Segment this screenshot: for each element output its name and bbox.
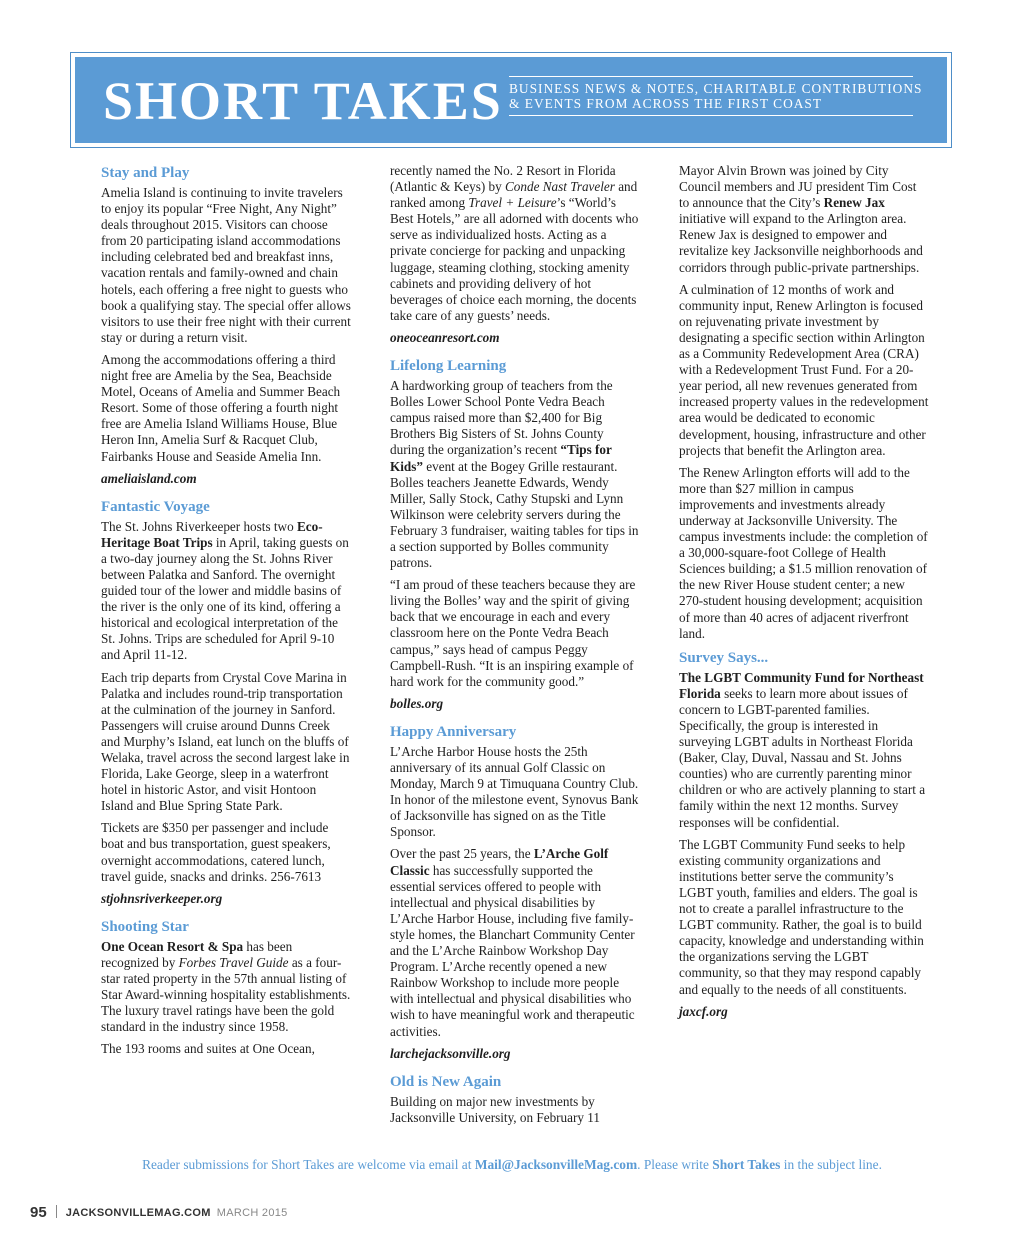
text-run: has successfully supported the essential services offered to people with intellectual and physical disabilities by L’Arche Harbor House, including five family-style homes, the Blanchart Community Center and the L’Arche Rainbow Workshop Day Program. L’Arche recently opened a new Rainbow Workshop to include more people with intellectual and physical disabilities who wish to have meaningful work and therapeutic activities. [390, 862, 635, 1039]
paragraph: Amelia Island is continuing to invite travelers to enjoy its popular “Free Night, Any Night” deals throughout 2015. Visitors can choose from 20 participating island accommodations including celebrated bed and breakfast inns, vacation rentals and family-owned and chain hotels, each offering a free night to guests who book a qualifying stay. The special offer allows visitors to use their free night with their current stay or during a return visit. [101, 185, 351, 345]
heading-shooting-star: Shooting Star [101, 918, 189, 935]
heading-fantastic-voyage: Fantastic Voyage [101, 498, 210, 515]
text-run: ’s “World’s Best Hotels,” are all adorned with docents who serve as individualized hosts. Acting as a private concierge for packing and unpacking luggage, steaming clothing, stocking amenity cabinets and providing delivery of hot beverages of choice each morning, the docents take care of any guests’ needs. [390, 195, 639, 323]
bold-run: The LGBT Community Fund for Northeast Florida [679, 669, 924, 701]
magazine-url: JACKSONVILLEMAG.COM [65, 1207, 211, 1219]
section-title: SHORT TAKES [103, 71, 503, 131]
paragraph: The 193 rooms and suites at One Ocean, [101, 1041, 315, 1057]
bold-run: Short Takes [712, 1157, 781, 1172]
bold-run: One Ocean Resort & Spa [101, 938, 244, 954]
url-stjohnsriverkeeper[interactable]: stjohnsriverkeeper.org [101, 890, 223, 906]
paragraph [679, 670, 929, 831]
text-run: Over the past 25 years, the [390, 846, 534, 862]
column-3 [679, 163, 929, 1030]
text-run: event at the Bogey Grille restaurant. Bolles teachers Jeanette Edwards, Wendy Miller, Sally Stock, Cathy Stupski and Lynn Wilkinson were celebrity servers during the February 3 fundraiser, waiting tables for tips in a section supported by Bolles community patrons. [390, 458, 639, 571]
text-run: as a four-star rated property in the 57th annual listing of Star Award-winning hospitality establishments. The luxury travel ratings have been the gold standard in the industry since 1958. [101, 954, 351, 1035]
heading-survey-says: Survey Says... [679, 649, 769, 666]
bold-run: Renew Jax [823, 195, 885, 211]
subtitle-line-2: & EVENTS FROM ACROSS THE FIRST COAST [509, 96, 823, 111]
footer-divider [56, 1205, 57, 1218]
text-run: The St. Johns Riverkeeper hosts two [101, 518, 297, 534]
text-run: has been recognized by [101, 938, 293, 970]
url-oneoceanresort[interactable]: oneoceanresort.com [390, 329, 500, 345]
text-run: and ranked among [390, 179, 638, 211]
bold-run: Eco-Heritage Boat Trips [101, 518, 323, 550]
heading-stay-and-play: Stay and Play [101, 165, 190, 181]
banner-panel [75, 57, 947, 143]
text-run: . Please write [637, 1157, 713, 1172]
text-run: in the subject line. [780, 1157, 882, 1172]
column-1 [101, 163, 351, 1064]
heading-old-is-new-again: Old is New Again [390, 1073, 502, 1090]
paragraph: Each trip departs from Crystal Cove Marina in Palatka and includes round-trip transportation at the culmination of the journey in Sanford. Passengers will cruise around Dunns Creek and Murphy’s Island, eat lunch on the bluffs of Welaka, travel across the second largest lake in Florida, Lake George, sleep in a waterfront hotel in historic Astor, and visit Hontoon Island and Blue Spring State Park. [101, 669, 350, 814]
paragraph [101, 519, 351, 664]
bold-run: L’Arche Golf Classic [390, 846, 609, 878]
email-link[interactable]: Mail@JacksonvilleMag.com [474, 1157, 638, 1172]
heading-happy-anniversary: Happy Anniversary [390, 723, 517, 740]
issue-date: MARCH 2015 [216, 1207, 288, 1219]
text-run: A hardworking group of teachers from the Bolles Lower School Ponte Vedra Beach campus raised more than $2,400 for Big Brothers Big Sisters of St. Johns County during the organization’s recent [390, 378, 613, 458]
paragraph [390, 378, 640, 571]
paragraph: Among the accommodations offering a third night free are Amelia by the Sea, Beachside Motel, Oceans of Amelia and Summer Beach Resort. Some of those offering a fourth night free are Amelia Island Williams House, Blue Heron Inn, Amelia Surf & Racquet Club, Fairbanks House and Seaside Amelia Inn. [101, 351, 341, 464]
italic-run: Forbes Travel Guide [178, 954, 289, 970]
banner-rule-top [509, 76, 913, 77]
url-bolles[interactable]: bolles.org [390, 695, 444, 711]
url-jaxcf[interactable]: jaxcf.org [679, 1003, 728, 1019]
paragraph: Building on major new investments by Jacksonville University, on February 11 [390, 1093, 600, 1125]
page-footer [30, 1204, 288, 1221]
text-run: Reader submissions for Short Takes are welcome via email at [142, 1157, 475, 1172]
subtitle-line-1: BUSINESS NEWS & NOTES, CHARITABLE CONTRIBUTIONS [509, 81, 923, 96]
url-ameliaisland[interactable]: ameliaisland.com [101, 470, 197, 486]
paragraph: L’Arche Harbor House hosts the 25th anniversary of its annual Golf Classic on Monday, March 9 at Timuquana Country Club. In honor of the milestone event, Synovus Bank of Jacksonville has signed on as the Title Sponsor. [390, 743, 639, 840]
paragraph: The Renew Arlington efforts will add to the more than $27 million in campus improvements and investments already underway at Jacksonville University. The campus investments include: the completion of a 30,000-square-foot College of Health Sciences building; a $1.5 million renovation of the new River House student center; a new 270-student housing development; acquisition of more than 40 acres of adjacent riverfront land. [679, 464, 928, 641]
italic-run: Travel + Leisure [468, 195, 557, 211]
paragraph: Tickets are $350 per passenger and include boat and bus transportation, guest speakers, overnight accommodations, catered lunch, travel guide, snacks and drinks. 256-7613 [101, 820, 331, 884]
header-banner [70, 52, 952, 148]
bold-run: “Tips for Kids” [390, 442, 612, 474]
paragraph: “I am proud of these teachers because they are living the Bolles’ way and the spirit of giving back that we encourage in each and every classroom here on the Ponte Vedra Beach campus,” says head of campus Peggy Campbell-Rush. “It is an inspiring example of hard work for the community good.” [390, 577, 636, 689]
paragraph [101, 939, 351, 1036]
paragraph [679, 163, 929, 276]
text-run: seeks to learn more about issues of concern to LGBT-parented families. Specifically, the group is interested in surveying LGBT adults in Northeast Florida (Baker, Clay, Duval, Nassau and St. Johns counties) who are currently parenting minor children or who are actively planning to start a family within the next 12 months. Survey responses will be confidential. [679, 685, 926, 830]
submission-note [0, 1157, 1024, 1173]
paragraph [390, 163, 640, 324]
paragraph [390, 846, 640, 1039]
text-run: in April, taking guests on a two-day journey along the St. Johns River between Palatka and Sanford. The overnight guided tour of the lower and middle basins of the river is the only one of its kind, offering a historical and ecological interpretation of the St. Johns. Trips are scheduled for April 9-10 and April 11-12. [101, 534, 349, 663]
banner-rule-bottom [509, 115, 913, 116]
url-larchejacksonville[interactable]: larchejacksonville.org [390, 1045, 511, 1061]
section-subtitle [509, 81, 923, 111]
text-run: Mayor Alvin Brown was joined by City Council members and JU president Tim Cost to announce that the City’s [679, 163, 917, 211]
page-number: 95 [30, 1204, 47, 1221]
italic-run: Conde Nast Traveler [505, 179, 615, 195]
text-run: initiative will expand to the Arlington area. Renew Jax is designed to empower and revitalize key Jacksonville neighborhoods and corridors through public-private partnerships. [679, 211, 923, 275]
heading-lifelong-learning: Lifelong Learning [390, 358, 507, 375]
paragraph: The LGBT Community Fund seeks to help existing community organizations and institutions better serve the community’s LGBT youth, families and elders. The goal is not to create a parallel infrastructure to the LGBT community. Rather, the goal is to build capacity, knowledge and understanding within the organizations serving the LGBT community, so that they may respond capably and equally to the needs of all constituents. [679, 836, 924, 997]
column-2 [390, 163, 640, 1132]
text-run: recently named the No. 2 Resort in Florida (Atlantic & Keys) by [390, 163, 616, 195]
paragraph: A culmination of 12 months of work and community input, Renew Arlington is focused on rejuvenating private investment by designating a specific section within Arlington as a Community Redevelopment Area (CRA) with a Redevelopment Trust Fund. For a 20-year period, all new revenues generated from increased property values in the redevelopment area would be dedicated to economic development, housing, infrastructure and other projects that benefit the Arlington area. [679, 281, 929, 458]
